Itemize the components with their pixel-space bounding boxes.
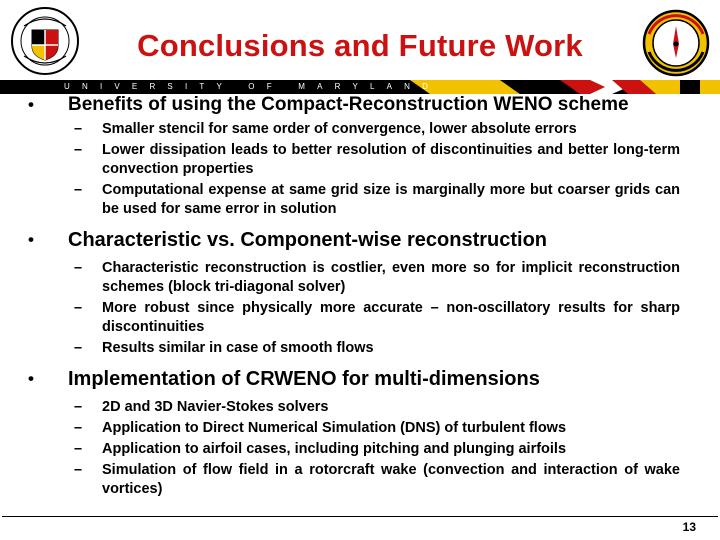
list-item-text: Lower dissipation leads to better resolution of discontinuities and better long-term convection properties <box>102 142 680 177</box>
list-item <box>26 299 680 337</box>
list-item-text: Computational expense at same grid size is marginally more but coarser grids can be used for same error in solution <box>102 182 680 217</box>
list-item-text: Application to Direct Numerical Simulation (DNS) of turbulent flows <box>102 420 567 436</box>
dash: – <box>74 462 83 478</box>
dash: – <box>74 142 83 158</box>
page-number: 13 <box>682 520 696 534</box>
list-item <box>26 181 680 219</box>
section-heading <box>26 94 680 116</box>
slide-title: Conclusions and Future Work <box>137 28 583 63</box>
list-item <box>26 419 680 438</box>
slide-content <box>26 94 680 499</box>
list-item-text: Simulation of flow field in a rotorcraft wake (convection and interaction of wake vortices) <box>102 462 680 497</box>
list-item <box>26 259 680 297</box>
section-heading-text: Implementation of CRWENO for multi-dimensions <box>68 368 540 390</box>
list-item <box>26 440 680 459</box>
sub-list <box>26 120 680 219</box>
list-item <box>26 461 680 499</box>
dash: – <box>74 260 83 276</box>
band-university-text: UNIVERSITY OF MARYLAND <box>64 82 441 91</box>
bullet: • <box>28 230 34 249</box>
dash: – <box>74 121 83 137</box>
section-heading <box>26 368 680 390</box>
list-item <box>26 398 680 417</box>
dash: – <box>74 300 83 316</box>
dash: – <box>74 399 83 415</box>
dash: – <box>74 340 83 356</box>
list-item-text: Characteristic reconstruction is costlier, even more so for implicit reconstruction schemes (block tri-diagonal solver) <box>102 260 680 295</box>
sub-list <box>26 398 680 499</box>
dash: – <box>74 441 83 457</box>
list-item <box>26 120 680 139</box>
sub-list <box>26 259 680 358</box>
section-heading-text: Characteristic vs. Component-wise reconstruction <box>68 229 548 251</box>
list-item-text: More robust since physically more accurate – non-oscillatory results for sharp discontinuities <box>102 300 680 335</box>
section-heading <box>26 229 680 251</box>
list-item-text: Application to airfoil cases, including pitching and plunging airfoils <box>102 441 567 457</box>
list-item <box>26 141 680 179</box>
list-item-text: Smaller stencil for same order of convergence, lower absolute errors <box>102 121 577 137</box>
dash: – <box>74 182 83 198</box>
bullet: • <box>28 369 34 388</box>
section-heading-text: Benefits of using the Compact-Reconstruction WENO scheme <box>68 94 629 115</box>
list-item <box>26 339 680 358</box>
dash: – <box>74 420 83 436</box>
list-item-text: 2D and 3D Navier-Stokes solvers <box>102 399 329 415</box>
bullet: • <box>28 95 34 114</box>
list-item-text: Results similar in case of smooth flows <box>102 340 374 356</box>
footer-divider <box>2 516 718 517</box>
